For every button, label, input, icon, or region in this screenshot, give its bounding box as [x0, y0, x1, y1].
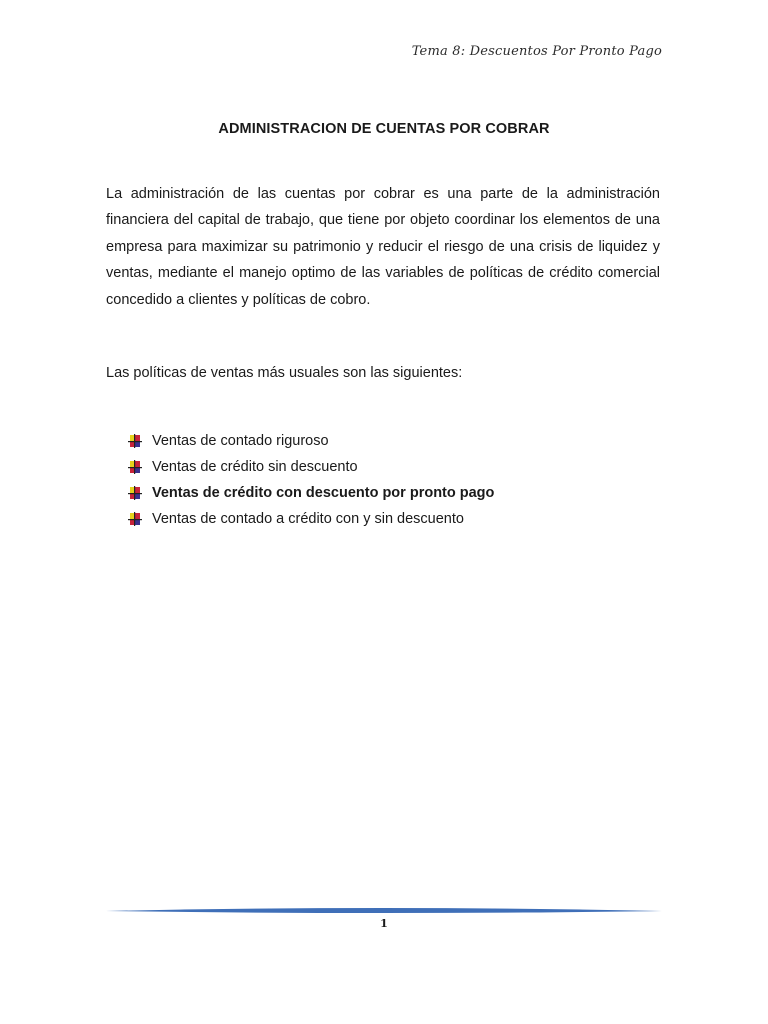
running-header: Tema 8: Descuentos Por Pronto Pago	[411, 44, 662, 59]
list-item-text: Ventas de contado riguroso	[152, 433, 329, 449]
four-color-cross-icon	[128, 486, 142, 500]
sales-policies-list	[128, 428, 494, 532]
footer-divider	[106, 905, 662, 917]
page-number: 1	[380, 917, 388, 930]
four-color-cross-icon	[128, 512, 142, 526]
document-title: ADMINISTRACION DE CUENTAS POR COBRAR	[218, 121, 550, 137]
list-intro: Las políticas de ventas más usuales son las siguientes:	[106, 365, 463, 381]
list-item-text: Ventas de crédito sin descuento	[152, 459, 358, 475]
list-item	[128, 506, 494, 532]
list-item	[128, 428, 494, 454]
four-color-cross-icon	[128, 460, 142, 474]
list-item-highlighted	[128, 480, 494, 506]
body-paragraph: La administración de las cuentas por cobrar es una parte de la administración financiera del capital de trabajo, que tiene por objeto coordinar los elementos de una empresa para maximizar su patrimonio y reducir el riesgo de una crisis de liquidez y ventas, mediante el manejo optimo de las variables de políticas de crédito comercial concedido a clientes y políticas de cobro.	[106, 186, 660, 308]
list-item-text: Ventas de contado a crédito con y sin descuento	[152, 511, 464, 527]
list-item-text: Ventas de crédito con descuento por pronto pago	[152, 485, 495, 501]
list-item	[128, 454, 494, 480]
four-color-cross-icon	[128, 434, 142, 448]
